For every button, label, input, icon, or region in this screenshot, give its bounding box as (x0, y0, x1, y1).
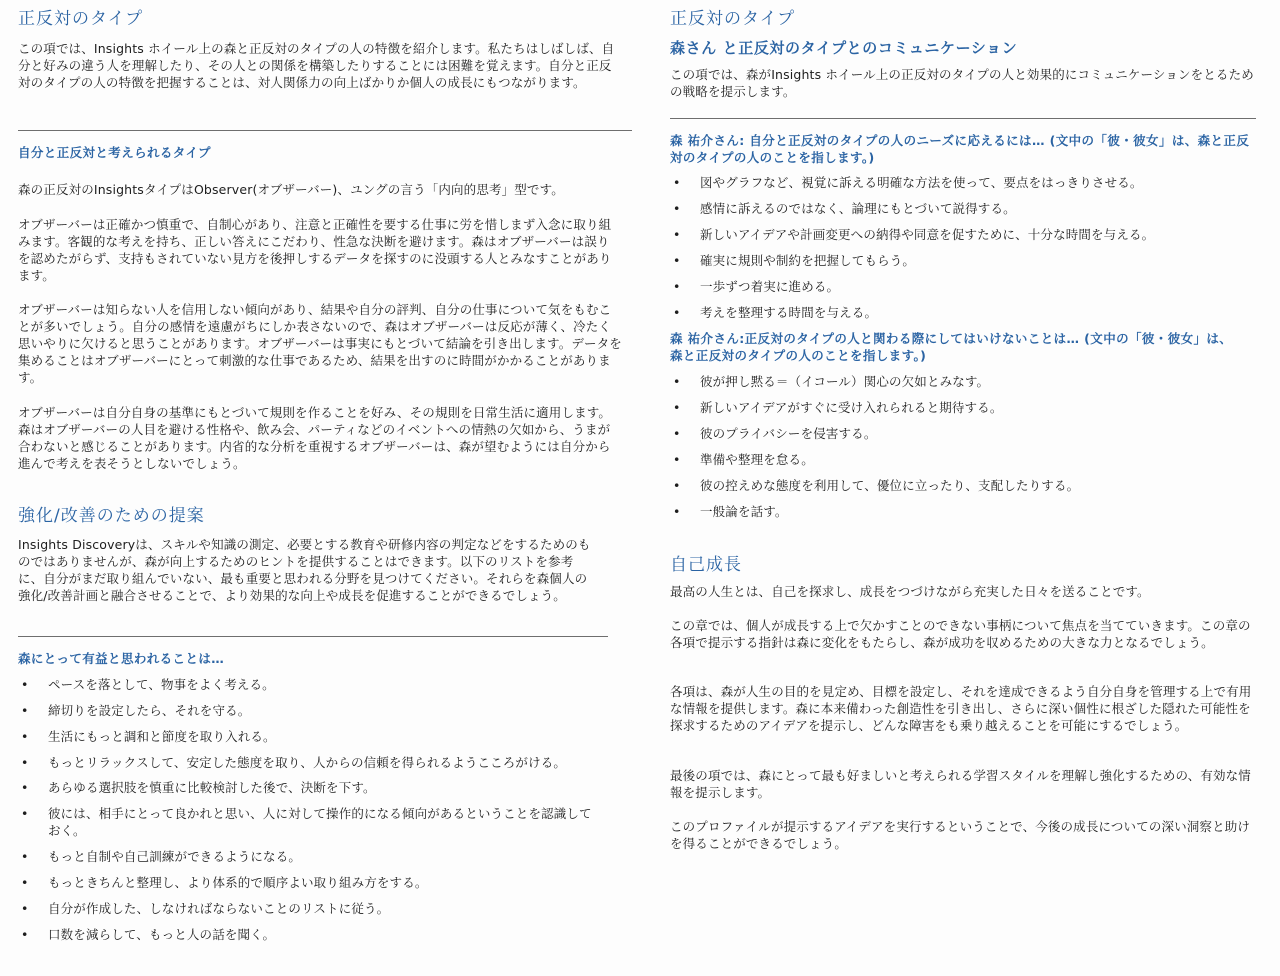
bullet-icon: • (21, 927, 29, 942)
list-item: • 口数を減らして、もっと人の話を聞く。 (21, 927, 276, 942)
growth-paragraph-5: このプロファイルが提示するアイデアを実行するということで、今後の成長についての深い洞察と助けを得ることができるでしょう。 (670, 819, 1251, 851)
section-title: 正反対のタイプ (670, 9, 796, 29)
list-item: • 準備や整理を怠る。 (673, 452, 814, 467)
observer-paragraph-1: オブザーバーは正確かつ慎重で、自制心があり、注意と正確性を要する仕事に労を惜しまず入念に取り組みます。客観的な考えを持ち、正しい答えにこだわり、性急な決断を避けます。森はオブザーバーは誤りを認めたがらず、支持もされていない見方を後押しするデータを探すのに没頭する人とみなすことがあります。 (18, 217, 612, 283)
bullet-icon: • (21, 677, 29, 692)
list-item: • 生活にもっと調和と節度を取り入れる。 (21, 729, 276, 744)
improvement-paragraph: Insights Discoveryは、スキルや知識の測定、必要とする教育や研修内容の判定などをするためのものではありませんが、森が向上するためのヒントを提供することはできます。以下のリストを参考に、自分がまだ取り組んでいない、最も重要と思われる分野を見つけてください。それらを森個人の強化/改善計画と融合させることで、より効果的な向上や成長を促進することができるでしょう。 (18, 537, 591, 603)
observer-paragraph-2: オブザーバーは知らない人を信用しない傾向があり、結果や自分の評判、自分の仕事について気をもむことが多いでしょう。自分の感情を遠慮がちにしか表さないので、森はオブザーバーは反応が薄く、冷たく思いやりに欠けると思うことがあります。オブザーバーは事実にもとづいて結論を引き出します。データを集めることはオブザーバーにとって刺激的な仕事であるため、結果を出すのに時間がかかることがあります。 (18, 302, 622, 385)
section-title: 正反対のタイプ (18, 9, 144, 29)
list-item: • 自分が作成した、しなければならないことのリストに従う。 (21, 901, 390, 916)
beneficial-heading: 森にとって有益と思われることは… (18, 651, 225, 666)
bullet-icon: • (21, 780, 29, 795)
growth-paragraph-3: 各項は、森が人生の目的を見定め、目標を設定し、それを達成できるよう自分自身を管理する上で有用な情報を提供します。森に本来備わった創造性を引き出し、さらに深い個性に根ざした隠れた可能性を探求するためのアイデアを提示し、どんな障害をも乗り越えることを可能にするでしょう。 (670, 684, 1252, 733)
improvement-title: 強化/改善のための提案 (18, 506, 205, 526)
growth-paragraph-1: 最高の人生とは、自己を探求し、成長をつづけながら充実した日々を送ることです。 (670, 584, 1150, 599)
list-item: • 一般論を話す。 (673, 504, 788, 519)
list-item: • 考えを整理する時間を与える。 (673, 305, 878, 320)
bullet-icon: • (673, 452, 681, 467)
list-item: • ペースを落として、物事をよく考える。 (21, 677, 275, 692)
opposite-type-heading: 自分と正反対と考えられるタイプ (18, 145, 211, 160)
bullet-icon: • (673, 305, 681, 320)
divider (670, 118, 1256, 119)
list-item: • 新しいアイデアや計画変更への納得や同意を促すために、十分な時間を与える。 (673, 227, 1155, 242)
list-item: • 確実に規則や制約を把握してもらう。 (673, 253, 916, 268)
divider (18, 130, 632, 131)
observer-paragraph-3: オブザーバーは自分自身の基準にもとづいて規則を作ることを好み、その規則を日常生活に適用します。森はオブザーバーの人目を避ける性格や、飲み会、パーティなどのイベントへの情熱の欠如から、うまが合わないと感じることがあります。内省的な分析を重視するオブザーバーは、森が望むようには自分から進んで考えを表そうとしないでしょう。 (18, 405, 612, 471)
avoid-heading: 森 祐介さん:正反対のタイプの人と関わる際にしてはいけないことは… (文中の「彼・彼女」は、森と正反対のタイプの人のことを指します。) (670, 331, 1233, 363)
list-item: • 新しいアイデアがすぐに受け入れられると期待する。 (673, 400, 1003, 415)
list-item: • 締切りを設定したら、それを守る。 (21, 703, 251, 718)
opposite-type-text: 森の正反対のInsightsタイプはObserver(オブザーバー)、ユングの言う「内向的思考」型です。 (18, 182, 564, 197)
bullet-icon: • (673, 504, 681, 519)
list-item: • もっときちんと整理し、より体系的で順序よい取り組み方をする。 (21, 875, 428, 890)
avoid-list (670, 373, 1250, 520)
beneficial-list (18, 676, 608, 943)
list-item: • もっとリラックスして、安定した態度を取り、人からの信頼を得られるようこころがける。 (21, 755, 567, 770)
needs-list (670, 174, 1250, 321)
bullet-icon: • (673, 478, 681, 493)
divider (18, 636, 608, 637)
communication-intro: この項では、森がInsights ホイール上の正反対のタイプの人と効果的にコミュニケーションをとるための戦略を提示します。 (670, 67, 1254, 99)
list-item: • あらゆる選択肢を慎重に比較検討した後で、決断を下す。 (21, 780, 376, 795)
bullet-icon: • (673, 175, 681, 190)
bullet-icon: • (21, 703, 29, 718)
bullet-icon: • (673, 426, 681, 441)
bullet-icon: • (673, 227, 681, 242)
bullet-icon: • (673, 400, 681, 415)
bullet-icon: • (21, 849, 29, 864)
bullet-icon: • (673, 279, 681, 294)
self-growth-title: 自己成長 (670, 555, 742, 575)
growth-paragraph-4: 最後の項では、森にとって最も好ましいと考えられる学習スタイルを理解し強化するための、有効な情報を提示します。 (670, 768, 1251, 800)
list-item: • 一歩ずつ着実に進める。 (673, 279, 840, 294)
list-item: • 彼の控えめな態度を利用して、優位に立ったり、支配したりする。 (673, 478, 1080, 493)
list-item: • もっと自制や自己訓練ができるようになる。 (21, 849, 302, 864)
list-item: • 図やグラフなど、視覚に訴える明確な方法を使って、要点をはっきりさせる。 (673, 175, 1143, 190)
bullet-icon: • (673, 253, 681, 268)
bullet-icon: • (673, 374, 681, 389)
bullet-icon: • (673, 201, 681, 216)
communication-title: 森さん と正反対のタイプとのコミュニケーション (670, 39, 1018, 57)
bullet-icon: • (21, 806, 29, 821)
list-item: • 彼が押し黙る＝（イコール）関心の欠如とみなす。 (673, 374, 990, 389)
list-item: • 彼のプライバシーを侵害する。 (673, 426, 877, 441)
list-item: • 感情に訴えるのではなく、論理にもとづいて説得する。 (673, 201, 1016, 216)
bullet-icon: • (21, 755, 29, 770)
list-item: • 彼には、相手にとって良かれと思い、人に対して操作的になる傾向があるということを認識しておく。 (21, 806, 592, 838)
bullet-icon: • (21, 875, 29, 890)
needs-heading: 森 祐介さん: 自分と正反対のタイプの人のニーズに応えるには… (文中の「彼・彼女」は、森と正反対のタイプの人のことを指します。) (670, 133, 1250, 165)
bullet-icon: • (21, 729, 29, 744)
bullet-icon: • (21, 901, 29, 916)
intro-paragraph: この項では、Insights ホイール上の森と正反対のタイプの人の特徴を紹介します。私たちはしばしば、自分と好みの違う人を理解したり、その人との関係を構築したりすることには困難を覚えます。自分と正反対のタイプの人の特徴を把握することは、対人関係力の向上ばかりか個人の成長にもつながります。 (18, 41, 615, 90)
growth-paragraph-2: この章では、個人が成長する上で欠かすことのできない事柄について焦点を当てていきます。この章の各項で提示する指針は森に変化をもたらし、森が成功を収めるための大きな力となるでしょう。 (670, 618, 1251, 650)
